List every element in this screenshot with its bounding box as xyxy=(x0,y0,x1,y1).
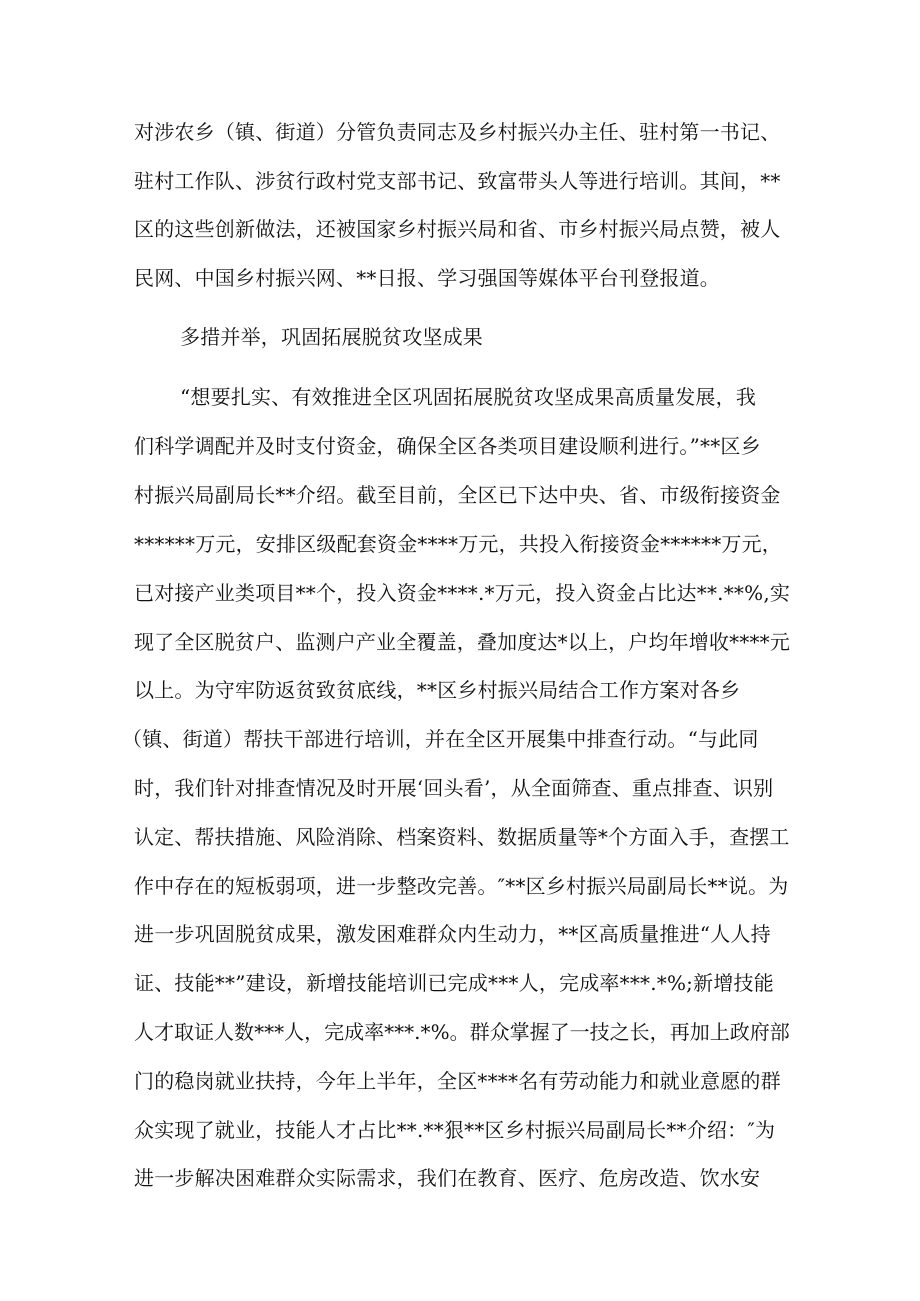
text-line: “想要扎实、有效推进全区巩固拓展脱贫攻坚成果高质量发展，我 xyxy=(180,385,757,409)
text-line: 进一步解决困难群众实际需求，我们在教育、医疗、危房改造、饮水安 xyxy=(134,1166,761,1190)
text-line: 们科学调配并及时支付资金，确保全区各类项目建设顺利进行。”**区乡 xyxy=(134,434,761,458)
text-line: 村振兴局副局长**介绍。截至目前，全区已下达中央、省、市级衔接资金 xyxy=(134,483,781,507)
text-line: 人才取证人数***人，完成率***.*%。群众掌握了一技之长，再加上政府部 xyxy=(134,1020,790,1044)
text-line: 认定、帮扶措施、风险消除、档案资料、数据质量等*个方面入手，查摆工 xyxy=(134,825,790,849)
text-line: 众实现了就业，技能人才占比**.**狠**区乡村振兴局副局长**介绍：″为 xyxy=(134,1118,776,1142)
text-line: ******万元，安排区级配套资金****万元，共投入衔接资金******万元， xyxy=(134,532,782,556)
text-line: 区的这些创新做法，还被国家乡村振兴局和省、市乡村振兴局点赞，被人 xyxy=(134,217,781,241)
text-line: 民网、中国乡村振兴网、**日报、学习强国等媒体平台刊登报道。 xyxy=(134,266,720,290)
text-line: 已对接产业类项目**个，投入资金****.*万元，投入资金占比达**.**%,实 xyxy=(134,581,791,605)
text-line: 进一步巩固脱贫成果，激发困难群众内生动力，**区高质量推进“人人持 xyxy=(134,922,771,946)
text-line: 证、技能**”建设，新增技能培训已完成***人，完成率***.*%;新增技能 xyxy=(134,971,774,995)
text-line: （镇、街道）帮扶干部进行培训，并在全区开展集中排查行动。“与此同 xyxy=(122,727,759,751)
text-line: 驻村工作队、涉贫行政村党支部书记、致富带头人等进行培训。其间，** xyxy=(134,169,781,193)
text-line: 门的稳岗就业扶持，今年上半年，全区****名有劳动能力和就业意愿的群 xyxy=(134,1069,781,1093)
text-line: 作中存在的短板弱项，进一步整改完善。″**区乡村振兴局副局长**说。为 xyxy=(134,874,789,898)
text-line: 时，我们针对排查情况及时开展‘回头看’，从全面筛查、重点排查、识别 xyxy=(134,776,774,800)
text-line: 以上。为守牢防返贫致贫底线，**区乡村振兴局结合工作方案对各乡 xyxy=(134,678,741,702)
text-line: 对涉农乡（镇、街道）分管负责同志及乡村振兴办主任、驻村第一书记、 xyxy=(134,120,781,144)
text-line: 现了全区脱贫户、监测户产业全覆盖，叠加度达*以上，户均年增收****元 xyxy=(134,630,790,654)
section-heading: 多措并举，巩固拓展脱贫攻坚成果 xyxy=(180,325,483,349)
